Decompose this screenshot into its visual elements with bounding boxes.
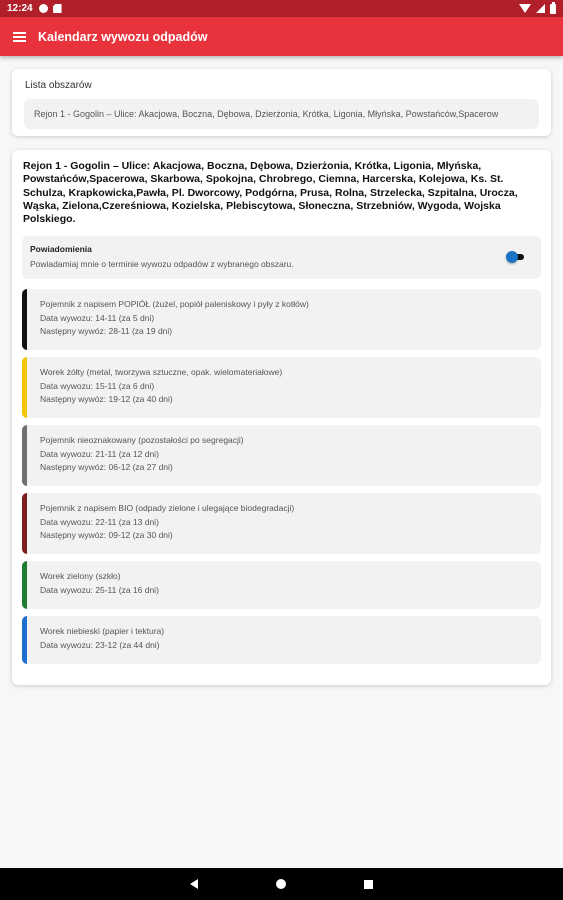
waste-name: Pojemnik z napisem POPIÓŁ (żużel, popiół paleniskowy i pyły z kotłów) (40, 299, 309, 310)
status-bar (0, 0, 563, 17)
waste-item-blue-bag (22, 616, 541, 664)
wifi-icon (519, 4, 531, 13)
waste-color-bar (22, 616, 27, 664)
waste-date: Data wywozu: 25-11 (za 16 dni) (40, 584, 159, 595)
notifications-toggle[interactable] (506, 252, 526, 262)
area-list-label: Lista obszarów (25, 80, 92, 91)
region-title: Rejon 1 - Gogolin – Ulice: Akacjowa, Boczna, Dębowa, Dzierżonia, Krótka, Ligonia, Młyńska, Powstańców,Spacerowa, Skarbowa, Spokojna, Chrobrego, Ciemna, Harcerska, Kolejowa, Ks. St. Schulza, Krapkowicka,Pawła, Pl. Dworcowy, Podgórna, Prusa, Rolna, Strzelecka, Szpitalna, Urocza, Wąska, Zielona,Czereśniowa, Kozielska, Plebiscytowa, Słoneczna, Strzebniów, Wygoda, Wojska Polskiego. (23, 160, 518, 226)
waste-next: Następny wywóz: 19-12 (za 40 dni) (40, 394, 173, 405)
waste-color-bar (22, 357, 27, 418)
waste-next: Następny wywóz: 28-11 (za 19 dni) (40, 326, 173, 337)
waste-color-bar (22, 493, 27, 554)
waste-item-ash (22, 289, 541, 350)
waste-color-bar (22, 425, 27, 486)
waste-name: Pojemnik z napisem BIO (odpady zielone i ulegające biodegradacji) (40, 503, 295, 514)
app-bar (0, 17, 563, 56)
status-time: 12:24 (7, 3, 33, 14)
battery-icon (550, 4, 556, 14)
region-card (12, 150, 551, 685)
notifications-panel (22, 236, 541, 279)
waste-name: Worek zielony (szkło) (40, 571, 121, 582)
notification-icon (39, 4, 48, 13)
waste-list (22, 289, 541, 664)
notifications-subtitle: Powiadamiaj mnie o terminie wywozu odpadów z wybranego obszaru. (30, 259, 294, 270)
waste-date: Data wywozu: 22-11 (za 13 dni) (40, 516, 159, 527)
waste-name: Worek niebieski (papier i tektura) (40, 626, 165, 637)
navigation-bar (0, 868, 563, 900)
recent-apps-icon[interactable] (364, 880, 373, 889)
waste-item-green-bag (22, 561, 541, 609)
waste-color-bar (22, 561, 27, 609)
waste-item-bio (22, 493, 541, 554)
waste-date: Data wywozu: 21-11 (za 12 dni) (40, 448, 159, 459)
home-icon[interactable] (276, 879, 286, 889)
waste-name: Worek żółty (metal, tworzywa sztuczne, opak. wielomateriałowe) (40, 367, 283, 378)
waste-item-unmarked (22, 425, 541, 486)
signal-icon (536, 4, 545, 13)
area-select[interactable]: Rejon 1 - Gogolin – Ulice: Akacjowa, Boczna, Dębowa, Dzierżonia, Krótka, Ligonia, Młyńska, Powstańców,Spacerow (24, 99, 539, 129)
waste-next: Następny wywóz: 06-12 (za 27 dni) (40, 462, 173, 473)
back-icon[interactable] (190, 879, 198, 889)
area-list-card (12, 69, 551, 136)
notifications-title: Powiadomienia (30, 244, 92, 255)
waste-color-bar (22, 289, 27, 350)
toggle-thumb (506, 251, 518, 263)
waste-date: Data wywozu: 15-11 (za 6 dni) (40, 380, 155, 391)
waste-date: Data wywozu: 23-12 (za 44 dni) (40, 639, 160, 650)
waste-name: Pojemnik nieoznakowany (pozostałości po segregacji) (40, 435, 244, 446)
waste-next: Następny wywóz: 09-12 (za 30 dni) (40, 530, 173, 541)
waste-date: Data wywozu: 14-11 (za 5 dni) (40, 312, 155, 323)
sd-card-icon (53, 4, 62, 13)
waste-item-yellow-bag (22, 357, 541, 418)
hamburger-icon (13, 32, 26, 42)
menu-button[interactable] (0, 17, 38, 56)
app-title: Kalendarz wywozu odpadów (38, 29, 208, 44)
